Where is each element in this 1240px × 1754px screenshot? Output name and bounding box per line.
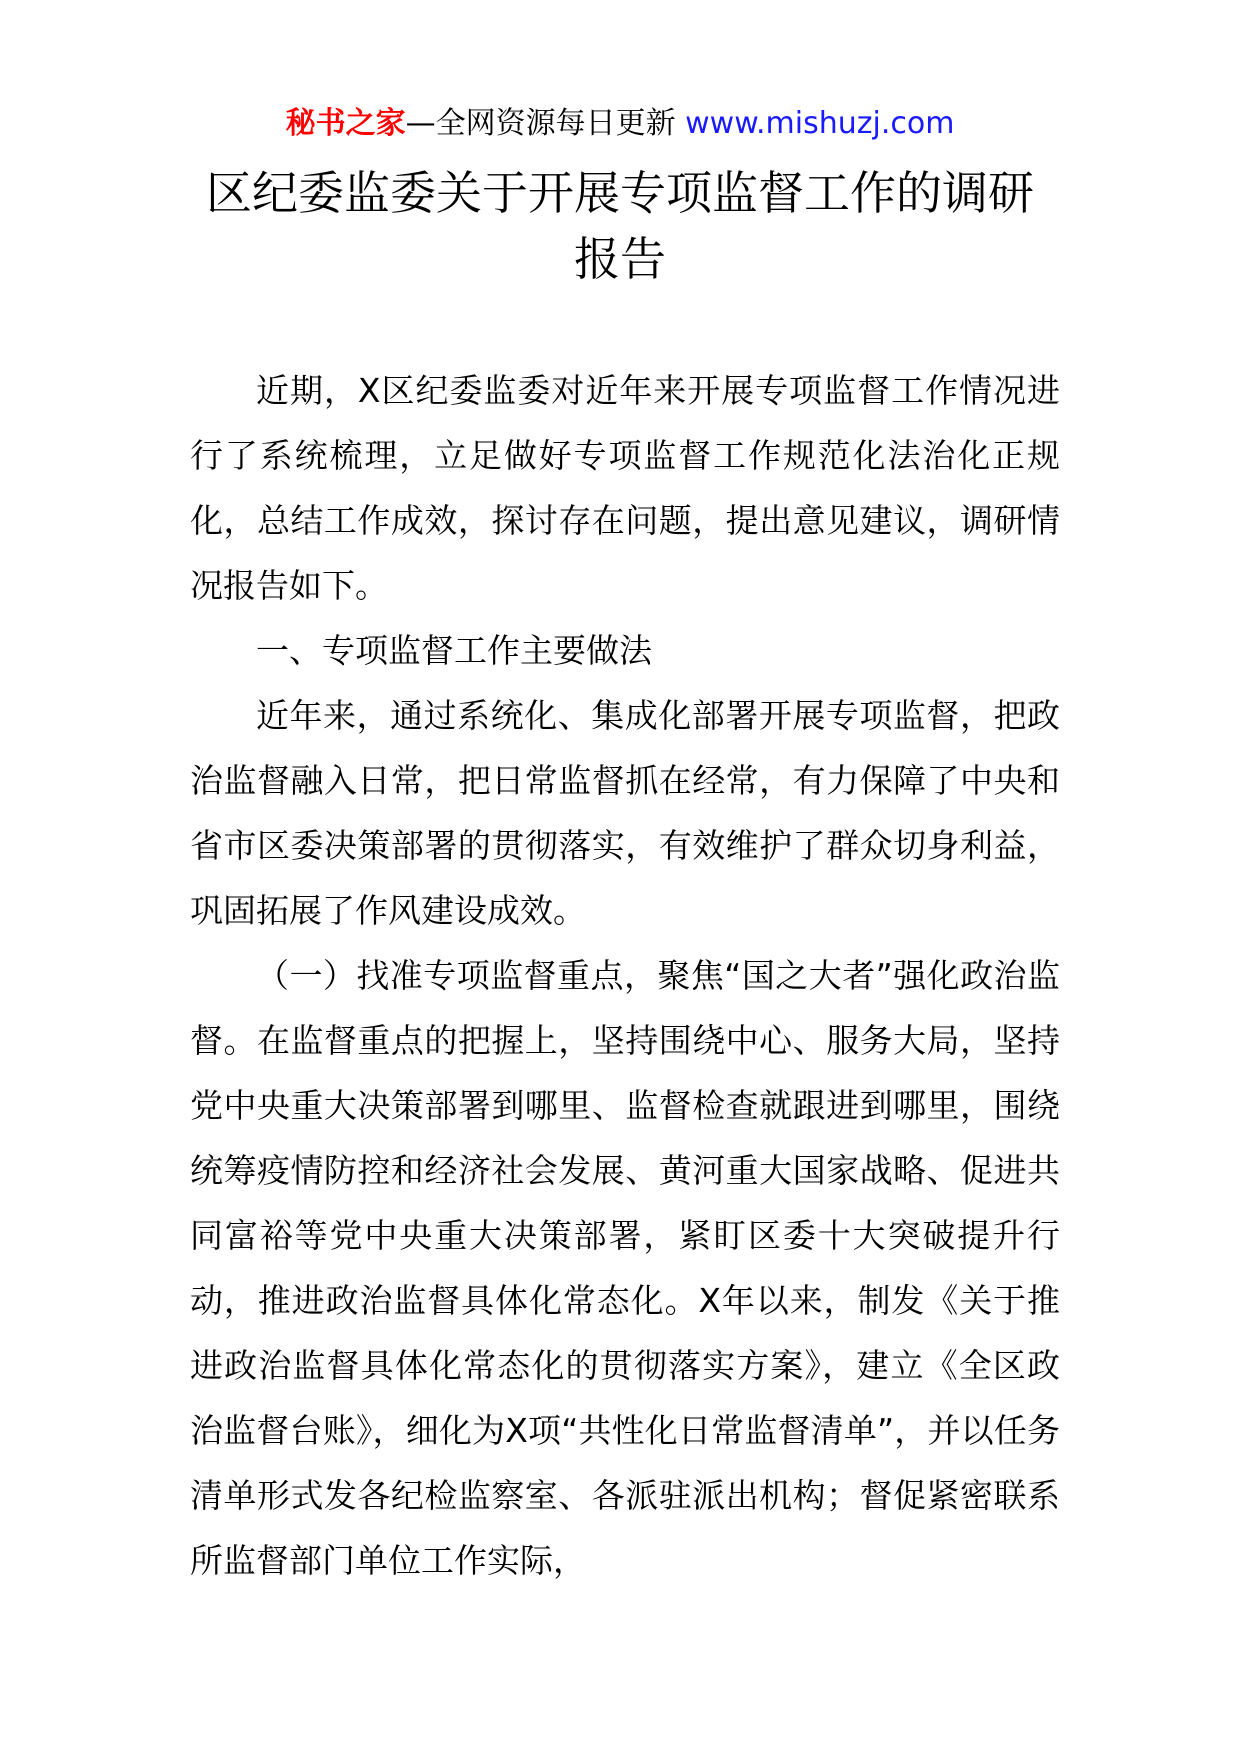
site-url-link[interactable]: www.mishuzj.com — [685, 106, 955, 141]
document-title — [180, 160, 1060, 292]
body-paragraph: （一）找准专项监督重点，聚焦“国之大者”强化政治监督。在监督重点的把握上，坚持围绕中心、服务大局，坚持党中央重大决策部署到哪里、监督检查就跟进到哪里，围绕统筹疫情防控和经济社会发展、黄河重大国家战略、促进共同富裕等党中央重大决策部署，紧盯区委十大突破提升行动，推进政治监督具体化常态化。X年以来，制发《关于推进政治监督具体化常态化的贯彻落实方案》，建立《全区政治监督台账》，细化为X项“共性化日常监督清单”，并以任务清单形式发各纪检监察室、各派驻派出机构；督促紧密联系所监督部门单位工作实际， — [190, 956, 1060, 1580]
site-header — [0, 100, 1240, 148]
title-line: 区纪委监委关于开展专项监督工作的调研 — [206, 166, 1034, 220]
brand-name: 秘书之家 — [285, 106, 406, 141]
body-paragraph: 近年来，通过系统化、集成化部署开展专项监督，把政治监督融入日常，把日常监督抓在经常，有力保障了中央和省市区委决策部署的贯彻落实，有效维护了群众切身利益，巩固拓展了作风建设成效。 — [190, 696, 1060, 930]
title-line: 报告 — [574, 232, 666, 286]
section-heading: 一、专项监督工作主要做法 — [256, 631, 652, 670]
header-tagline: —全网资源每日更新 — [405, 106, 676, 141]
document-body — [190, 358, 1060, 1593]
intro-paragraph: 近期，X区纪委监委对近年来开展专项监督工作情况进行了系统梳理，立足做好专项监督工作规范化法治化正规化，总结工作成效，探讨存在问题，提出意见建议，调研情况报告如下。 — [190, 371, 1060, 605]
